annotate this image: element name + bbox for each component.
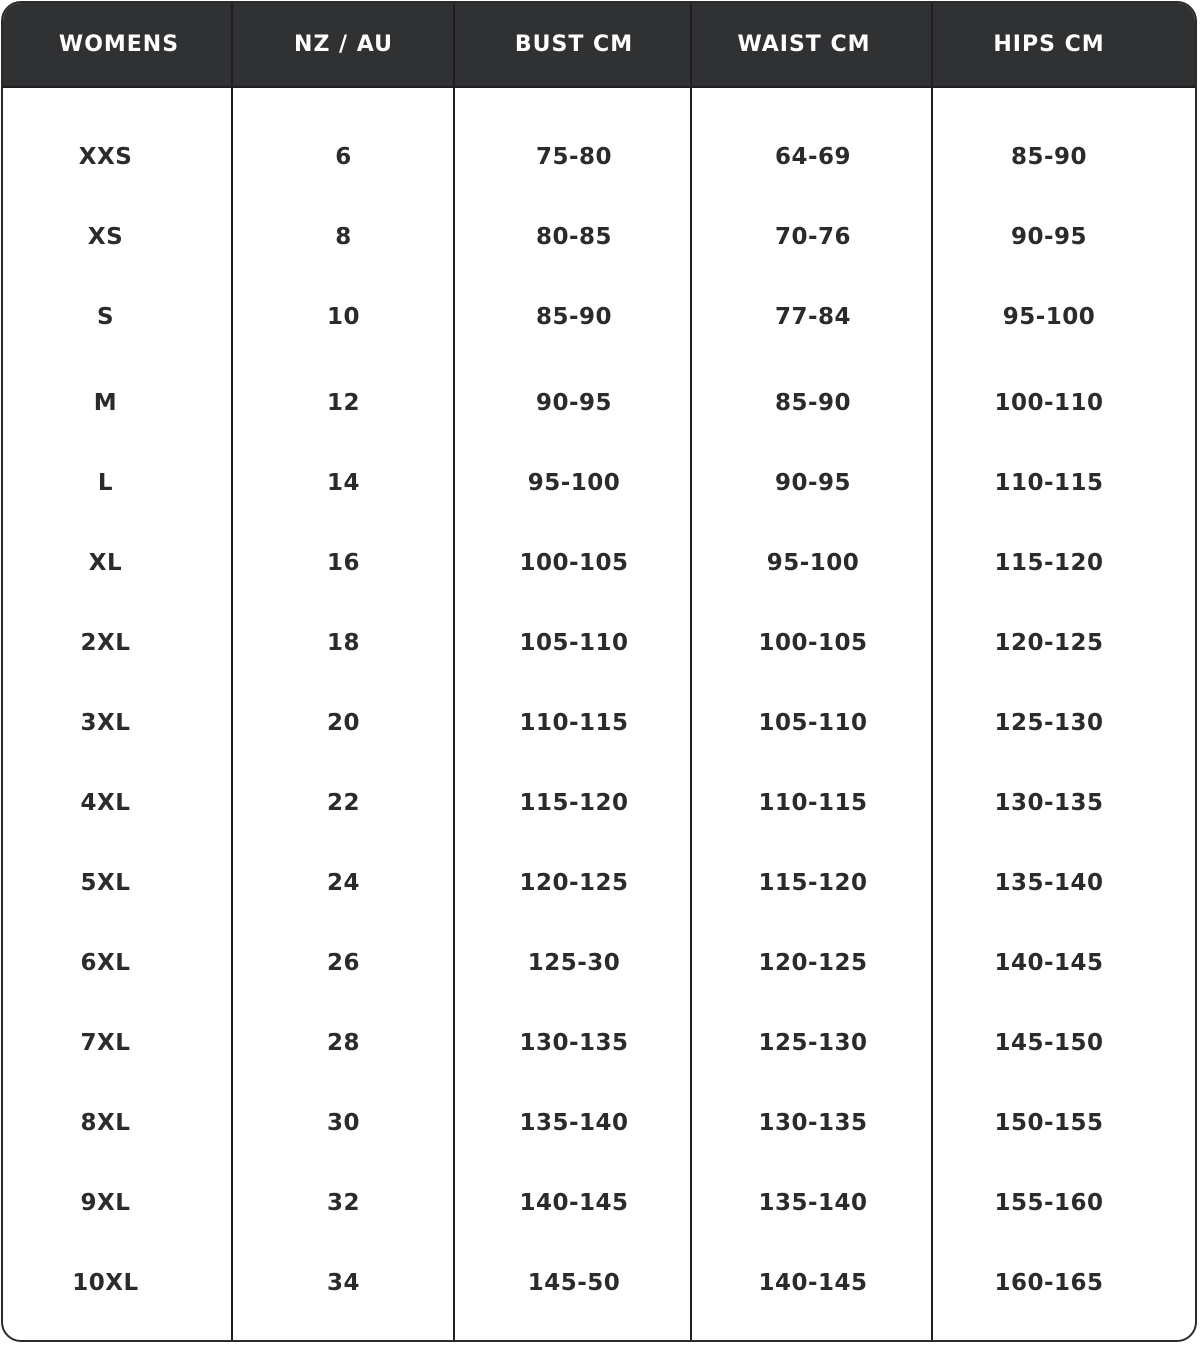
table-row [3, 1103, 1195, 1143]
cell-bust: 80-85 [535, 224, 613, 250]
cell-bust: 120-125 [519, 870, 629, 896]
table-row [3, 863, 1195, 903]
cell-waist: 77-84 [774, 304, 852, 330]
cell-size: M [93, 390, 118, 416]
cell-hips: 160-165 [994, 1270, 1104, 1296]
header-womens: WOMENS [58, 32, 180, 57]
cell-waist: 120-125 [758, 950, 868, 976]
cell-nz-au: 14 [326, 470, 360, 496]
cell-size: 7XL [80, 1030, 131, 1056]
cell-bust: 140-145 [519, 1190, 629, 1216]
cell-size: XL [88, 550, 123, 576]
cell-bust: 95-100 [527, 470, 621, 496]
cell-waist: 115-120 [758, 870, 868, 896]
cell-hips: 100-110 [994, 390, 1104, 416]
cell-bust: 90-95 [535, 390, 613, 416]
header-bust-cm: BUST CM [514, 32, 634, 57]
cell-waist: 85-90 [774, 390, 852, 416]
cell-hips: 125-130 [994, 710, 1104, 736]
cell-nz-au: 28 [326, 1030, 360, 1056]
cell-waist: 135-140 [758, 1190, 868, 1216]
table-row [3, 383, 1195, 423]
cell-hips: 95-100 [1002, 304, 1096, 330]
cell-waist: 130-135 [758, 1110, 868, 1136]
cell-bust: 75-80 [535, 144, 613, 170]
cell-size: XS [87, 224, 124, 250]
cell-hips: 130-135 [994, 790, 1104, 816]
cell-nz-au: 34 [326, 1270, 360, 1296]
table-row [3, 543, 1195, 583]
cell-nz-au: 24 [326, 870, 360, 896]
cell-nz-au: 32 [326, 1190, 360, 1216]
cell-size: 8XL [80, 1110, 131, 1136]
cell-waist: 140-145 [758, 1270, 868, 1296]
cell-waist: 110-115 [758, 790, 868, 816]
cell-bust: 100-105 [519, 550, 629, 576]
cell-bust: 85-90 [535, 304, 613, 330]
cell-nz-au: 12 [326, 390, 360, 416]
cell-hips: 155-160 [994, 1190, 1104, 1216]
cell-hips: 145-150 [994, 1030, 1104, 1056]
table-row [3, 463, 1195, 503]
cell-nz-au: 8 [335, 224, 352, 250]
table-row [3, 1263, 1195, 1303]
cell-waist: 100-105 [758, 630, 868, 656]
table-row [3, 137, 1195, 177]
cell-hips: 85-90 [1010, 144, 1088, 170]
cell-waist: 64-69 [774, 144, 852, 170]
table-row [3, 217, 1195, 257]
cell-size: S [96, 304, 115, 330]
cell-hips: 90-95 [1010, 224, 1088, 250]
cell-waist: 70-76 [774, 224, 852, 250]
size-chart-table [1, 1, 1197, 1342]
cell-hips: 150-155 [994, 1110, 1104, 1136]
table-row [3, 297, 1195, 337]
header-nz-au: NZ / AU [294, 32, 393, 57]
cell-bust: 110-115 [519, 710, 629, 736]
cell-size: 6XL [80, 950, 131, 976]
cell-hips: 120-125 [994, 630, 1104, 656]
table-row [3, 783, 1195, 823]
cell-waist: 95-100 [766, 550, 860, 576]
table-row [3, 703, 1195, 743]
cell-hips: 135-140 [994, 870, 1104, 896]
cell-nz-au: 22 [326, 790, 360, 816]
cell-size: L [97, 470, 114, 496]
table-row [3, 943, 1195, 983]
cell-size: 10XL [72, 1270, 139, 1296]
cell-size: 9XL [80, 1190, 131, 1216]
cell-waist: 90-95 [774, 470, 852, 496]
table-header [3, 3, 1195, 88]
cell-size: 3XL [80, 710, 131, 736]
cell-nz-au: 6 [335, 144, 352, 170]
cell-hips: 115-120 [994, 550, 1104, 576]
cell-nz-au: 20 [326, 710, 360, 736]
cell-hips: 110-115 [994, 470, 1104, 496]
cell-bust: 115-120 [519, 790, 629, 816]
table-row [3, 1023, 1195, 1063]
cell-bust: 145-50 [527, 1270, 621, 1296]
cell-nz-au: 16 [326, 550, 360, 576]
cell-bust: 130-135 [519, 1030, 629, 1056]
cell-size: 4XL [80, 790, 131, 816]
cell-nz-au: 26 [326, 950, 360, 976]
cell-hips: 140-145 [994, 950, 1104, 976]
cell-size: XXS [78, 144, 133, 170]
table-row [3, 1183, 1195, 1223]
cell-nz-au: 10 [326, 304, 360, 330]
cell-waist: 125-130 [758, 1030, 868, 1056]
cell-waist: 105-110 [758, 710, 868, 736]
header-waist-cm: WAIST CM [737, 32, 871, 57]
header-hips-cm: HIPS CM [993, 32, 1105, 57]
cell-nz-au: 30 [326, 1110, 360, 1136]
cell-bust: 125-30 [527, 950, 621, 976]
cell-bust: 105-110 [519, 630, 629, 656]
cell-size: 2XL [80, 630, 131, 656]
cell-bust: 135-140 [519, 1110, 629, 1136]
cell-size: 5XL [80, 870, 131, 896]
cell-nz-au: 18 [326, 630, 360, 656]
table-row [3, 623, 1195, 663]
